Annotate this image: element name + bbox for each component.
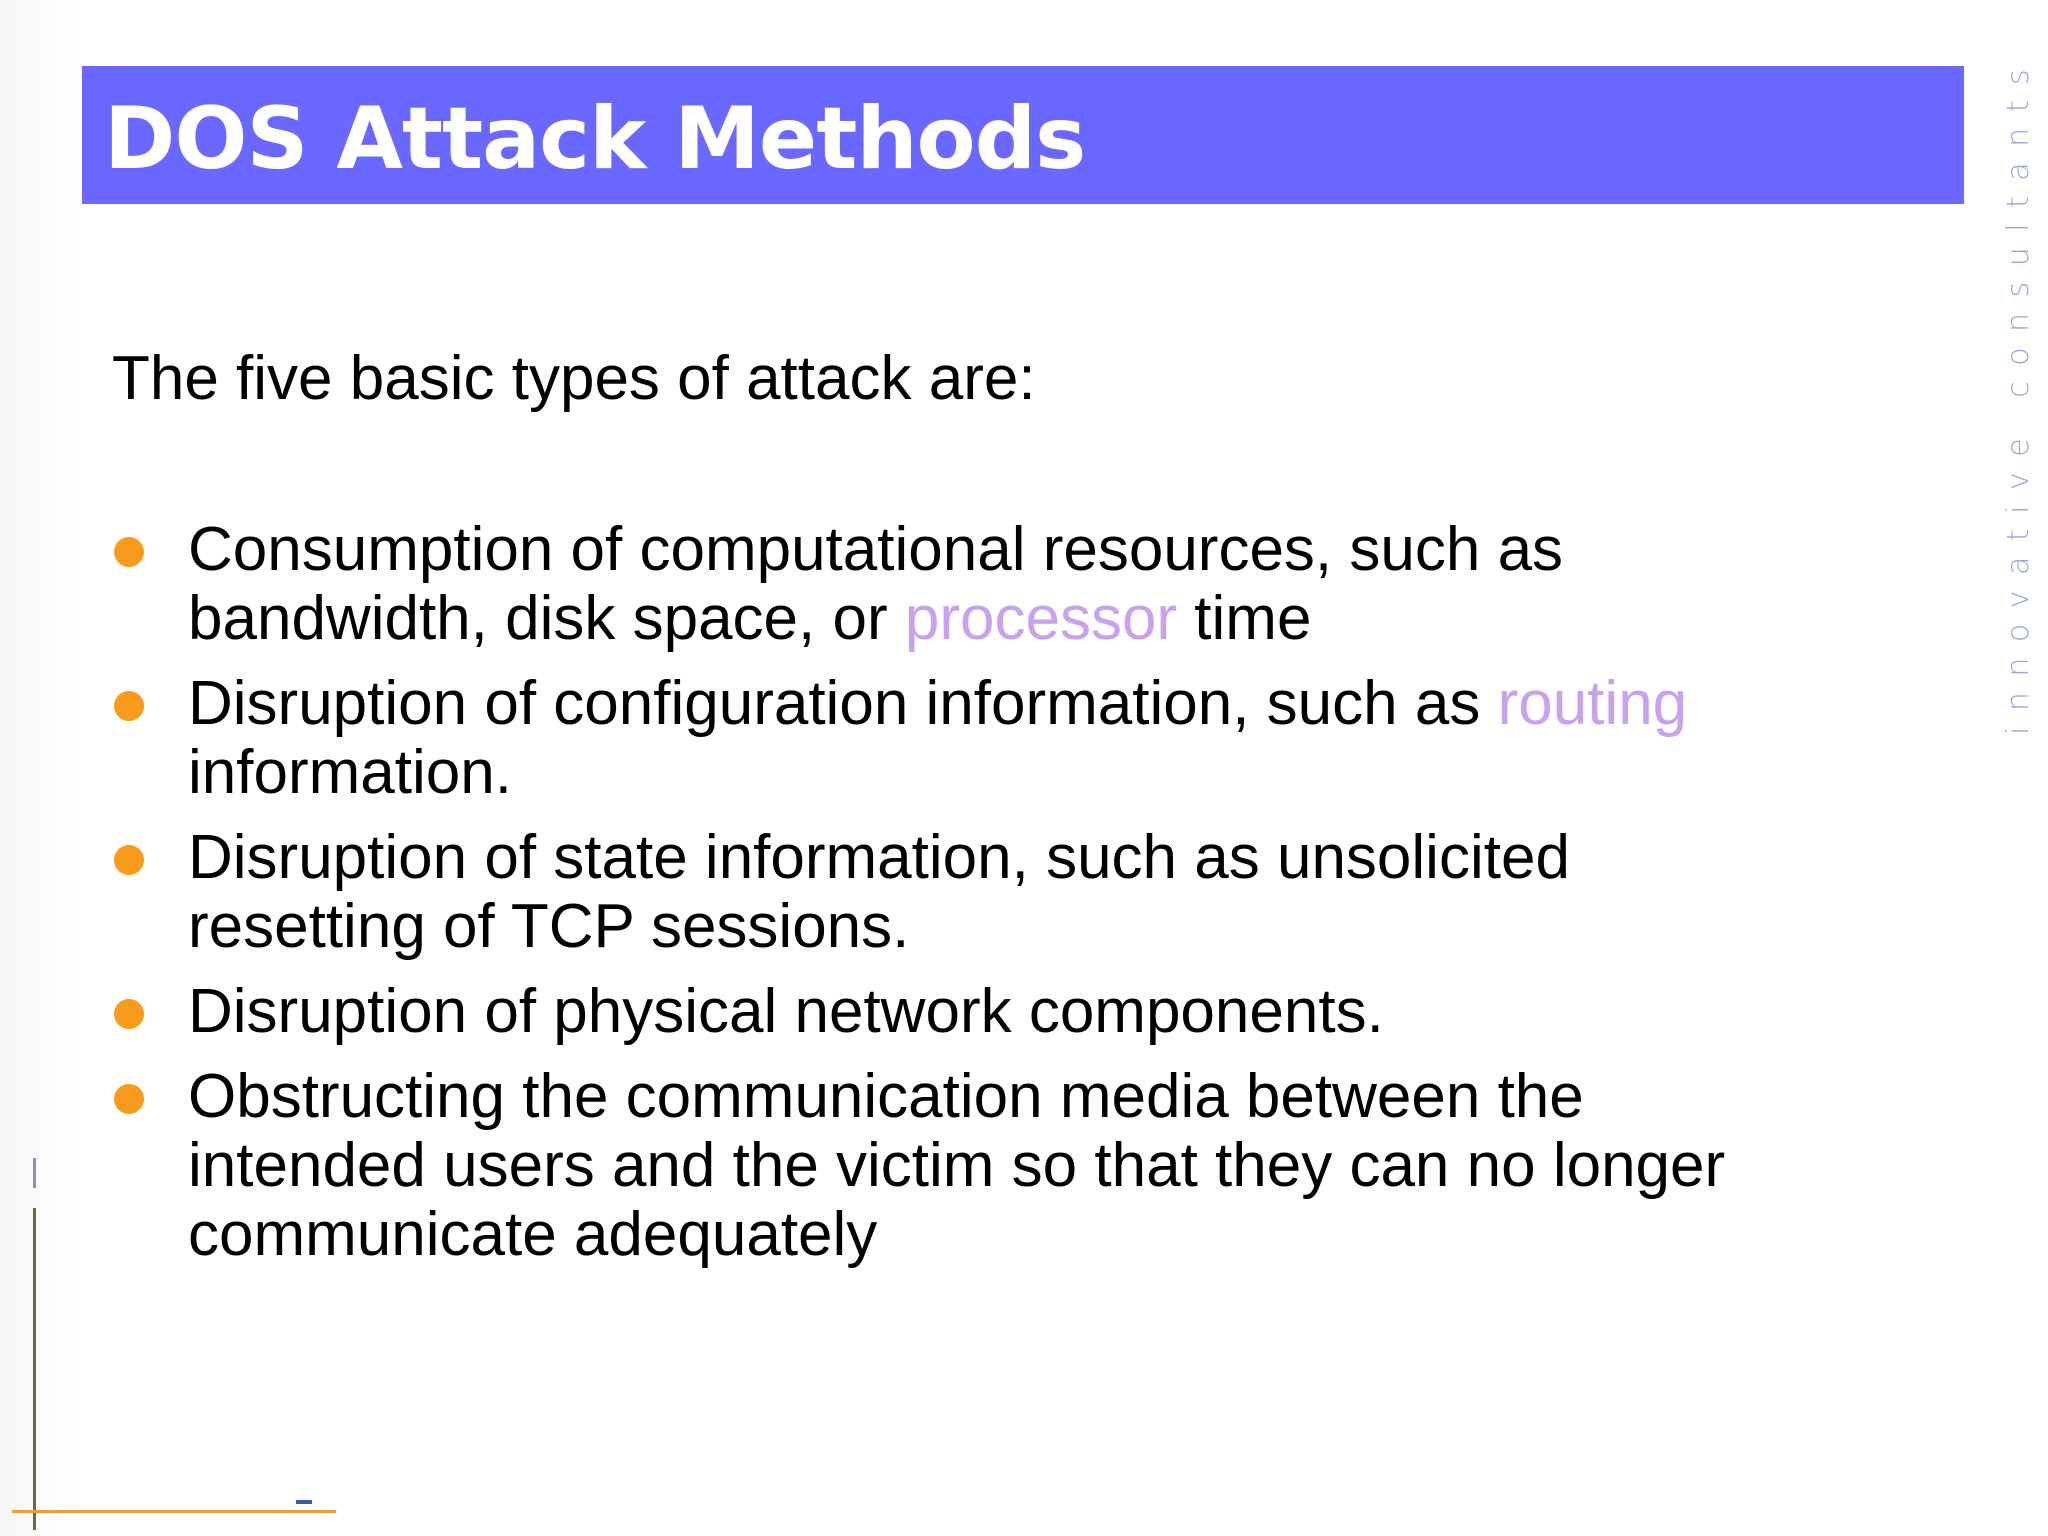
bullet-line: Disruption of physical network components. xyxy=(188,977,1384,1046)
decorative-dash xyxy=(296,1500,312,1504)
bullet-dot-icon xyxy=(114,999,144,1029)
highlighted-word: routing xyxy=(1497,669,1688,738)
bullet-line: resetting of TCP sessions. xyxy=(188,892,910,961)
bullet-line: information. xyxy=(188,738,512,807)
list-item xyxy=(188,977,1384,1046)
highlighted-word: processor xyxy=(904,584,1178,653)
bullet-text: Disruption of configuration information, such as xyxy=(188,669,1498,738)
bullet-text: bandwidth, disk space, or xyxy=(188,584,905,653)
vertical-tagline: innovative consultants xyxy=(2001,53,2036,735)
bullet-line: Consumption of computational resources, such as xyxy=(188,515,1564,584)
bullet-dot-icon xyxy=(114,845,144,875)
intro-text: The five basic types of attack are: xyxy=(112,344,1036,413)
bullet-text: time xyxy=(1177,584,1312,653)
slide-title: DOS Attack Methods xyxy=(104,89,1086,189)
list-item xyxy=(188,515,1563,653)
list-item xyxy=(188,823,1570,961)
bullet-dot-icon xyxy=(114,537,144,567)
bullet-line: Obstructing the communication media between the xyxy=(188,1062,1584,1131)
bullet-line: Disruption of state information, such as unsolicited xyxy=(188,823,1570,892)
bullet-line: intended users and the victim so that they can no longer xyxy=(188,1131,1726,1200)
decorative-line-top xyxy=(33,1158,36,1188)
left-gradient-strip xyxy=(0,0,80,1536)
bullet-dot-icon xyxy=(114,1084,144,1114)
bullet-dot-icon xyxy=(114,691,144,721)
decorative-horizontal-line xyxy=(12,1510,336,1513)
bullet-line: communicate adequately xyxy=(188,1200,878,1269)
bullet-line xyxy=(188,584,1563,653)
decorative-vertical-line xyxy=(33,1208,36,1530)
bullet-line xyxy=(188,669,1687,738)
list-item xyxy=(188,669,1687,807)
list-item xyxy=(188,1062,1725,1269)
